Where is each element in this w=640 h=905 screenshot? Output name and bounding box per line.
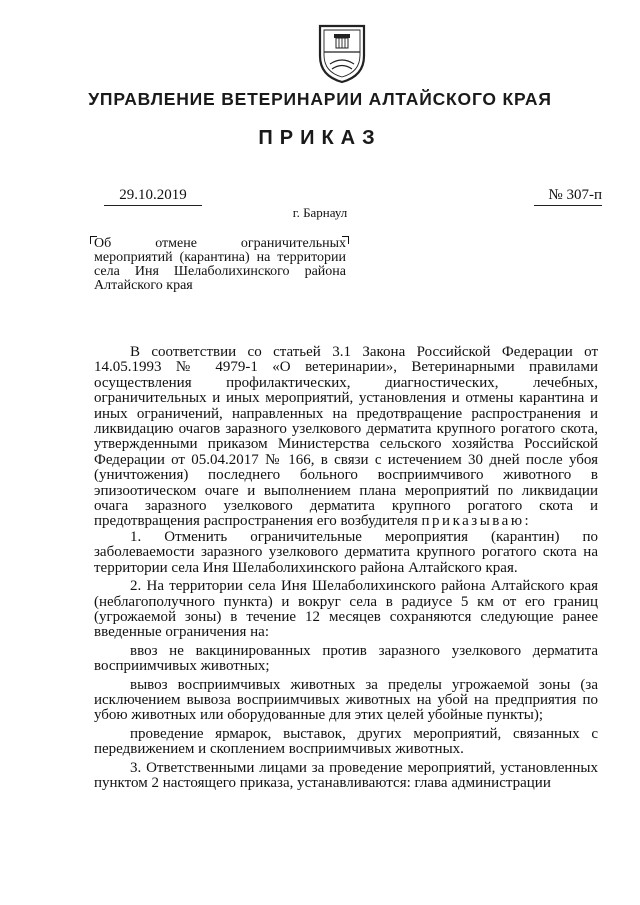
- preamble-main: В соответствии со статьей 3.1 Закона Российской Федерации от 14.05.1993 № 4979-1 «О ветеринарии», Ветеринарными правилами осуществления профилактических, диагностических, лечебных, ограничительных и иных мероприятий, установления и отмены карантина и иных ограничений, направленных на предотвращение распространения и ликвидацию очагов заразного узелкового дерматита крупного рогатого скота, утвержденными приказом Министерства сельского хозяйства Российской Федерации от 05.04.2017 № 166, в связи с истечением 30 дней после убоя (уничтожения) последнего больного восприимчивого животного в эпизоотическом очаге и выполнением плана мероприятий по ликвидации очага заразного узелкового дерматита крупного рогатого скота и предотвращения распространения его возбудителя: [94, 344, 598, 530]
- document-subject: [94, 237, 346, 293]
- restriction-3: проведение ярмарок, выставок, других мероприятий, связанных с передвижением и скоплением восприимчивых животных.: [94, 725, 598, 758]
- subject-text: Об отмене ограничительных мероприятий (карантина) на территории села Иня Шелаболихинского района Алтайского края: [94, 236, 346, 293]
- organization-name: УПРАВЛЕНИЕ ВЕТЕРИНАРИИ АЛТАЙСКОГО КРАЯ: [88, 89, 552, 109]
- document-body: [94, 345, 598, 791]
- preamble-end: :: [524, 513, 529, 530]
- clause-2: 2. На территории села Иня Шелаболихинского района Алтайского края (неблагополучного пункта) и вокруг села в радиусе 5 км от его границ (угрожаемой зоны) в течение 12 месяцев сохраняются следующие ранее введенные ограничения на:: [94, 578, 598, 641]
- restriction-1: ввоз не вакцинированных против заразного узелкового дерматита восприимчивых животных;: [94, 642, 598, 675]
- altai-coat-of-arms-icon: [316, 22, 368, 84]
- document-type: ПРИКАЗ: [258, 127, 382, 149]
- document-date: 29.10.2019: [104, 187, 202, 206]
- restriction-2: вывоз восприимчивых животных за пределы угрожаемой зоны (за исключением вывоза восприимчивых животных на убой на предприятия по убою животных или оборудованные для этих целей убойные пункты);: [94, 676, 598, 724]
- clause-3: 3. Ответственными лицами за проведение мероприятий, установленных пунктом 2 настоящего приказа, устанавливаются: глава администрации: [94, 759, 598, 791]
- clause-1: 1. Отменить ограничительные мероприятия (карантин) по заболеваемости заразного узелкового дерматита крупного рогатого скота на территории села Иня Шелаболихинского района Алтайского края.: [94, 528, 598, 576]
- order-word: приказываю: [421, 513, 525, 530]
- preamble: [94, 345, 598, 530]
- document-number: № 307-п: [534, 187, 602, 206]
- document-city: г. Барнаул: [292, 205, 348, 220]
